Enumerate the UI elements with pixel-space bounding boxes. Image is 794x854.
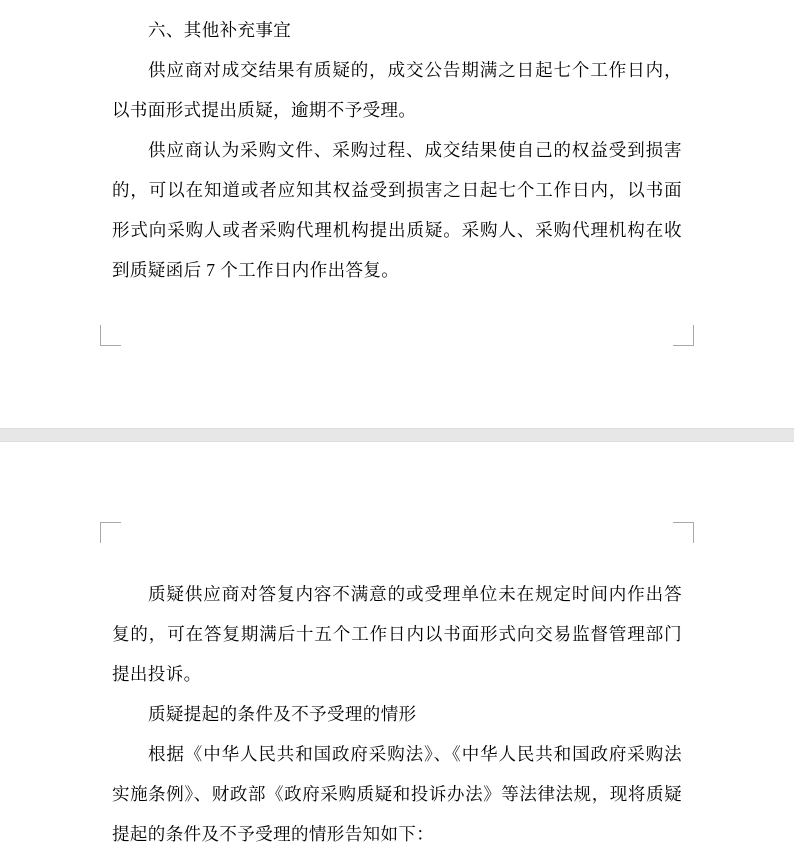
page-top-spacer bbox=[112, 0, 682, 10]
page-separator bbox=[0, 428, 794, 442]
crop-mark-bottom-left-icon bbox=[100, 325, 121, 346]
page-top-margin bbox=[112, 442, 682, 574]
paragraph: 供应商对成交结果有质疑的，成交公告期满之日起七个工作日内，以书面形式提出质疑，逾期不予受理。 bbox=[112, 60, 682, 120]
paragraph: 根据《中华人民共和国政府采购法》、《中华人民共和国政府采购法实施条例》、财政部《政府采购质疑和投诉办法》等法律法规，现将质疑提起的条件及不予受理的情形告知如下： bbox=[112, 744, 682, 844]
paragraph: 质疑供应商对答复内容不满意的或受理单位未在规定时间内作出答复的，可在答复期满后十五个工作日内以书面形式向交易监督管理部门提出投诉。 bbox=[112, 584, 682, 684]
paragraph: 质疑提起的条件及不予受理的情形 bbox=[148, 704, 417, 724]
paragraph: 供应商认为采购文件、采购过程、成交结果使自己的权益受到损害的，可以在知道或者应知其权益受到损害之日起七个工作日内，以书面形式向采购人或者采购代理机构提出质疑。采购人、采购代理机构在收到质疑函后 7 个工作日内作出答复。 bbox=[112, 140, 682, 280]
document-page-2 bbox=[0, 442, 794, 844]
section-heading: 六、其他补充事宜 bbox=[148, 20, 292, 40]
crop-mark-top-right-icon bbox=[673, 522, 694, 543]
crop-mark-top-left-icon bbox=[100, 522, 121, 543]
crop-mark-bottom-right-icon bbox=[673, 325, 694, 346]
